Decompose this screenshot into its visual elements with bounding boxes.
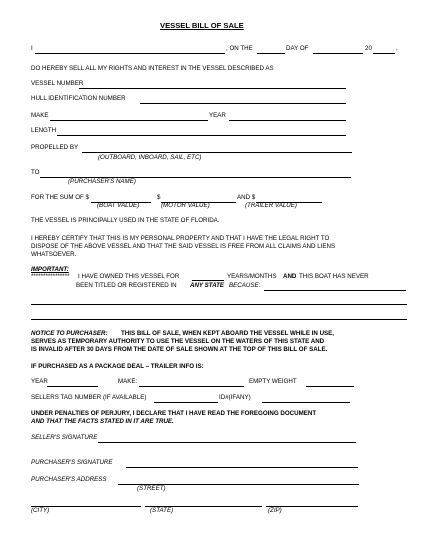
vessel-number-label: VESSEL NUMBER — [31, 80, 84, 87]
vessel-year-field[interactable] — [229, 120, 346, 121]
zip-hint: (ZIP) — [268, 507, 282, 514]
explanation-line-2[interactable] — [31, 319, 407, 320]
explanation-line-1[interactable] — [31, 304, 407, 305]
purchaser-name-hint: (PURCHASER'S NAME) — [68, 178, 136, 185]
motor-dollar-label: $ — [157, 194, 161, 201]
year-field[interactable] — [373, 53, 395, 54]
sell-statement: DO HEREBY SELL ALL MY RIGHTS AND INTEREST IN THE VESSEL DESCRIBED AS — [31, 65, 274, 72]
trailer-make-field[interactable] — [139, 386, 244, 387]
notice-line-1: THIS BILL OF SALE, WHEN KEPT ABOARD THE VESSEL WHILE IN USE, — [121, 330, 335, 337]
make-label: MAKE — [31, 112, 49, 119]
propelled-by-label: PROPELLED BY — [31, 144, 79, 151]
seller-i-label: I — [31, 45, 33, 52]
perjury-line-2: AND THAT THE FACTS STATED IN IT ARE TRUE. — [31, 418, 174, 425]
trailer-value-hint: (TRAILER VALUE) — [245, 202, 297, 209]
trailer-id-field[interactable] — [262, 402, 350, 403]
important-stars: **************** — [31, 273, 70, 280]
state-hint: (STATE) — [150, 507, 174, 514]
package-heading: IF PURCHASED AS A PACKAGE DEAL – TRAILER INFO IS: — [31, 363, 204, 370]
boat-value-hint: (BOAT VALUE) — [97, 202, 140, 209]
because-field[interactable] — [264, 290, 406, 291]
notice-label: NOTICE TO PURCHASER: — [31, 330, 108, 337]
on-the-label: , ON THE — [226, 45, 253, 52]
sum-label: FOR THE SUM OF $ — [31, 194, 89, 201]
propelled-by-field[interactable] — [82, 152, 352, 153]
street-hint: (STREET) — [137, 485, 166, 492]
years-months-label: YEARS/MONTHS — [227, 273, 277, 280]
trailer-year-label: YEAR — [31, 378, 48, 385]
purchaser-signature-label: PURCHASER'S SIGNATURE — [31, 459, 113, 466]
length-label: LENGTH — [31, 127, 57, 134]
trailer-make-label: MAKE: — [118, 378, 138, 385]
important-label: IMPORTANT: — [31, 266, 69, 273]
day-of-label: DAY OF — [286, 45, 309, 52]
tag-number-field[interactable] — [154, 402, 218, 403]
empty-weight-label: EMPTY WEIGHT — [249, 378, 297, 385]
trailer-id-label: ID#(IFANY) — [219, 394, 251, 401]
year-prefix-label: 20 — [365, 45, 372, 52]
certify-line-1: I HEREBY CERTIFY THAT THIS IS MY PERSONAL PROPERTY AND THAT I HAVE THE LEGAL RIGHT TO — [31, 235, 330, 242]
notice-line-2: SERVES AS TEMPORARY AUTHORITY TO USE THE VESSEL ON THE WATERS OF THIS STATE AND — [31, 338, 325, 345]
any-state-label: ANY STATE — [190, 282, 225, 289]
trailer-and-label: AND $ — [237, 194, 256, 201]
page-title: VESSEL BILL OF SALE — [160, 21, 244, 30]
owned-duration-field[interactable] — [192, 280, 224, 281]
perjury-line-1: UNDER PENALTIES OF PERJURY, I DECLARE THAT I HAVE READ THE FOREGOING DOCUMENT — [31, 410, 317, 417]
purchaser-address-label: PURCHASER'S ADDRESS — [31, 476, 107, 483]
purchaser-signature-field[interactable] — [126, 467, 358, 468]
make-field[interactable] — [50, 120, 208, 121]
vessel-number-field[interactable] — [79, 88, 346, 89]
certify-line-3: WHATSOEVER. — [31, 251, 77, 258]
notice-line-3: IS INVALID AFTER 30 DAYS FROM THE DATE OF SALE SHOWN AT THE TOP OF THIS BILL OF SALE. — [31, 346, 328, 353]
never-label: THIS BOAT HAS NEVER — [299, 273, 369, 280]
trailer-year-field[interactable] — [47, 386, 98, 387]
owned-label: I HAVE OWNED THIS VESSEL FOR — [78, 273, 180, 280]
certify-line-2: DISPOSE OF THE ABOVE VESSEL AND THAT THE SAID VESSEL IS FREE FROM ALL CLAIMS AND LIENS — [31, 243, 336, 250]
motor-value-hint: (MOTOR VALUE) — [161, 202, 210, 209]
hull-id-label: HULL IDENTIFICATION NUMBER — [31, 95, 126, 102]
propelled-hint: (OUTBOARD, INBOARD, SAIL, ETC) — [98, 154, 202, 161]
to-label: TO — [31, 169, 40, 176]
seller-name-field[interactable] — [35, 53, 225, 54]
seller-signature-field[interactable] — [98, 442, 356, 443]
florida-statement: THE VESSEL IS PRINCIPALLY USED IN THE STATE OF FLORIDA. — [31, 217, 220, 224]
city-hint: (CITY) — [31, 507, 50, 514]
hull-id-field[interactable] — [140, 103, 346, 104]
tag-number-label: SELLERS TAG NUMBER (IF AVAILABLE) — [31, 394, 147, 401]
day-field[interactable] — [257, 53, 285, 54]
empty-weight-field[interactable] — [306, 386, 354, 387]
because-label: BECAUSE: — [229, 282, 261, 289]
seller-signature-label: SELLER'S SIGNATURE — [31, 434, 98, 441]
month-field[interactable] — [313, 53, 363, 54]
and-label: AND — [283, 273, 297, 280]
year-label: YEAR — [209, 112, 226, 119]
length-field[interactable] — [57, 135, 346, 136]
seller-line-end: , — [396, 45, 398, 52]
titled-label: BEEN TITLED OR REGISTERED IN — [76, 282, 177, 289]
